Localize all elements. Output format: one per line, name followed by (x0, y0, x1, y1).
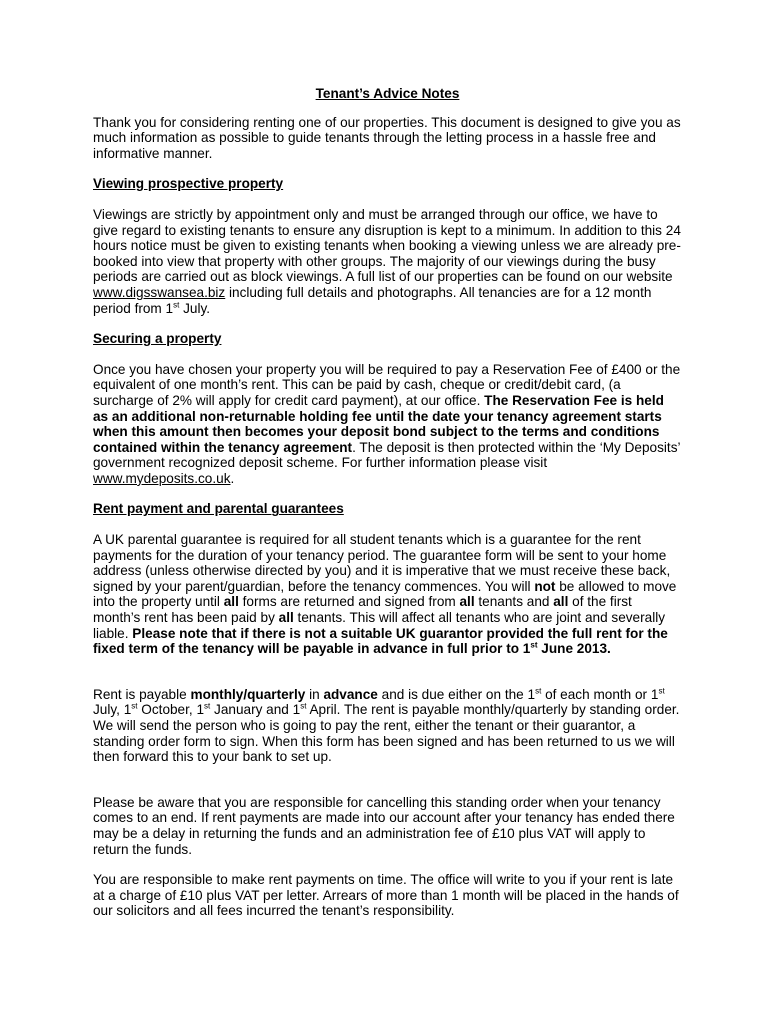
securing-text: . The deposit is then protected within the ‘My Deposits’ government recognized deposit scheme. For further information please visit (93, 439, 681, 471)
viewing-text: including full details and photographs. All tenancies are for a 12 month period from 1 (93, 284, 652, 316)
emphasis-all: all (553, 594, 569, 610)
emphasis-all: all (459, 594, 475, 610)
viewing-text: July. (179, 300, 211, 316)
guarantee-text: A UK parental guarantee is required for all student tenants which is a guarantee for the rent payments for the duration of your tenancy period. The guarantee form will be sent to your home address (unless otherwise directed by you) and it is imperative that we must receive these back, signed by your parent/guardian, before the tenancy commences. You will (93, 532, 671, 594)
rent-text: Rent is payable (93, 686, 191, 702)
emphasis-all: all (223, 594, 239, 610)
rent-heading: Rent payment and parental guarantees (93, 501, 344, 517)
guarantee-paragraph (93, 532, 682, 657)
rent-text: October, 1 (137, 702, 205, 718)
guarantee-text: forms are returned and signed from (238, 594, 460, 610)
rent-text: and is due either on the 1 (377, 686, 536, 702)
ordinal-suffix: st (131, 701, 138, 711)
securing-text: Once you have chosen your property you will be required to pay a Reservation Fee of £400 or the equivalent of one month’s rent. This can be paid by cash, cheque or credit/debit card, (a surcharge of 2% will apply for credit card payment), at our office. (93, 361, 681, 408)
digsswansea-website-link[interactable]: www.digsswansea.biz (93, 284, 226, 300)
guarantor-notice: Please note that if there is not a suitable UK guarantor provided the full rent for the fixed term of the tenancy will be payable in advance in full prior to 1 (93, 625, 668, 657)
viewing-heading: Viewing prospective property (93, 176, 284, 192)
guarantee-text: tenants and (474, 594, 554, 610)
rent-text: April. The rent is payable monthly/quarterly by standing order. We will send the person who is going to pay the rent, either the tenant or their guarantor, a standing order form to sign. When this form has been signed and has been returned to us we will then forward this to your bank to set up. (93, 702, 680, 765)
standing-order-paragraph: Please be aware that you are responsible for cancelling this standing order when your tenancy comes to an end. If rent payments are made into our account after your tenancy has ended there may be a delay in returning the funds and an administration fee of £10 plus VAT will apply to return the funds. (93, 794, 675, 857)
securing-text: . (230, 470, 235, 486)
emphasis-all: all (278, 610, 294, 626)
late-payment-paragraph: You are responsible to make rent payments on time. The office will write to you if your rent is late at a charge of £10 plus VAT per letter. Arrears of more than 1 month will be placed in the hands of our solicitors and all fees incurred the tenant’s responsibility. (93, 872, 679, 919)
rent-payable-paragraph (93, 687, 682, 765)
ordinal-suffix: st (530, 640, 538, 650)
emphasis-monthly-quarterly: monthly/quarterly (190, 686, 306, 702)
viewing-paragraph (93, 207, 682, 316)
viewing-text: Viewings are strictly by appointment only and must be arranged through our office, we have to give regard to existing tenants to ensure any disruption is kept to a minimum. In addition to this 24 hours notice must be given to existing tenants when booking a viewing unless we are already pre-booked into view that property with other groups. The majority of our viewings during the busy periods are carried out as block viewings. A full list of our properties can be found on our website (93, 206, 681, 285)
rent-text: January and 1 (210, 702, 301, 718)
spacer (93, 780, 682, 795)
securing-heading: Securing a property (93, 331, 222, 347)
ordinal-suffix: st (535, 686, 542, 696)
ordinal-suffix: st (204, 701, 211, 711)
guarantee-text: tenants. This will affect all tenants who are joint and severally liable. (93, 610, 666, 641)
document-body (93, 86, 682, 934)
document-title: Tenant’s Advice Notes (315, 86, 460, 101)
rent-text: of each month or 1 (541, 686, 659, 702)
guarantee-text: of the first month’s rent has been paid by (93, 594, 632, 626)
rent-text: in (305, 686, 324, 702)
ordinal-suffix: st (300, 701, 307, 711)
guarantee-text: be allowed to move into the property until (93, 578, 677, 610)
emphasis-advance: advance (323, 686, 378, 702)
ordinal-suffix: st (173, 300, 180, 309)
reservation-fee-notice: The Reservation Fee is held as an additional non-returnable holding fee until the date your tenancy agreement starts when this amount then becomes your deposit bond subject to the terms and conditions contained within the tenancy agreement (93, 392, 664, 455)
ordinal-suffix: st (658, 686, 665, 696)
mydeposits-website-link[interactable]: www.mydeposits.co.uk (93, 470, 231, 486)
rent-text: July, 1 (93, 702, 132, 718)
securing-paragraph (93, 362, 682, 487)
guarantor-notice: June 2013. (537, 641, 611, 657)
spacer (93, 672, 682, 687)
emphasis-not: not (534, 578, 556, 594)
intro-paragraph: Thank you for considering renting one of our properties. This document is designed to give you as much information as possible to guide tenants through the letting process in a hassle free and informative manner. (93, 114, 681, 161)
